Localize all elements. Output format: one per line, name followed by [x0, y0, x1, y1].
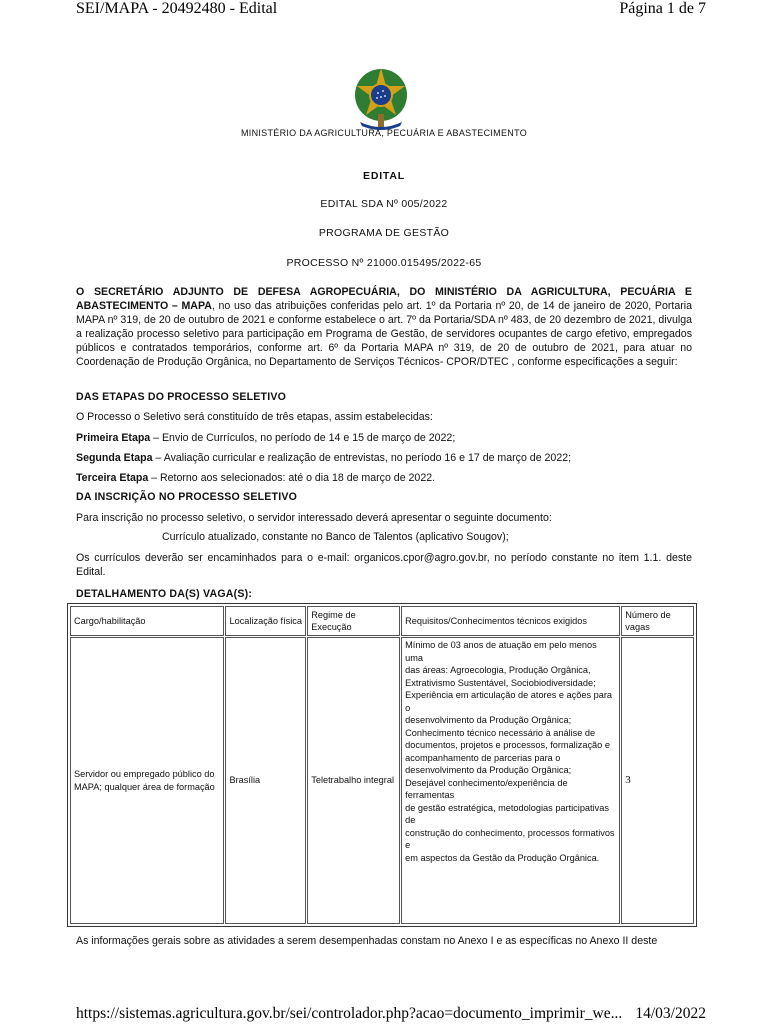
requirement-line: construção do conhecimento, processos formativos e — [405, 827, 615, 850]
requirement-line: das áreas: Agroecologia, Produção Orgânica, Extrativismo Sustentável, Sociobiodiversidade; — [405, 665, 596, 688]
section-heading-stages: DAS ETAPAS DO PROCESSO SELETIVO — [76, 391, 287, 403]
requirement-line: em aspectos da Gestão da Produção Orgânica. — [405, 852, 600, 863]
requirement-line: Experiência em articulação de atores e ações para o — [405, 690, 612, 713]
email-paragraph: Os currículos deverão ser encaminhados para o e-mail: organicos.cpor@agro.gov.br, no período constante no item 1.1. deste Edital. — [76, 552, 692, 578]
requirement-line: desenvolvimento da Produção Orgânica; — [405, 715, 572, 725]
table-header-row — [70, 606, 694, 636]
intro-paragraph — [76, 285, 692, 369]
print-footer-date: 14/03/2022 — [635, 1005, 706, 1022]
stage-2-text: – Avaliação curricular e realização de entrevistas, no período 16 e 17 de março de 2022; — [152, 452, 572, 464]
cell-regime: Teletrabalho integral — [307, 637, 400, 924]
header-requirements: Requisitos/Conhecimentos técnicos exigidos — [401, 606, 620, 636]
requirement-line: desenvolvimento da Produção Orgânica; — [405, 765, 572, 775]
requirement-line: Mínimo de 03 anos de atuação em pelo menos uma — [405, 640, 597, 663]
header-cargo: Cargo/habilitação — [70, 606, 224, 636]
intro-text: , no uso das atribuições conferidas pelo art. 1º da Portaria nº 20, de 14 de janeiro de 2020, Portaria MAPA nº 319, de 20 de outubro de 2021 e conforme estabelece o art. 7º da Portaria/SDA nº 483, de 20 dezembro de 2021, divulga a realização processo seletivo para participação em Programa de Gestão, de servidores ocupantes de cargo efetivo, empregados públicos e contratados temporários, conforme art. 6º da Portaria MAPA nº 319, de 20 de outubro de 2021, para atuar no Coordenação de Produção Orgânica, no Departamento de Serviços Técnicos- CPOR/DTEC , conforme especificações a seguir: — [76, 300, 692, 368]
cell-local: Brasília — [225, 637, 306, 924]
header-regime: Regime de Execução — [307, 606, 400, 636]
stage-1 — [76, 431, 692, 445]
stage-3-label: Terceira Etapa — [76, 472, 149, 484]
table-row — [70, 637, 694, 924]
document-heading: EDITAL — [363, 170, 405, 182]
process-number: PROCESSO Nº 21000.015495/2022-65 — [286, 257, 482, 269]
edital-number: EDITAL SDA Nº 005/2022 — [320, 198, 448, 210]
vacancies-table — [69, 605, 695, 925]
requirement-line: documentos, projetos e processos, formalização e — [405, 740, 610, 750]
stage-3 — [76, 471, 692, 485]
coat-of-arms-icon — [350, 66, 412, 132]
ministry-name: MINISTÉRIO DA AGRICULTURA, PECUÁRIA E ABASTECIMENTO — [240, 128, 528, 138]
requirement-line: Desejável conhecimento/experiência de ferramentas — [405, 777, 568, 800]
stage-1-text: – Envio de Currículos, no período de 14 e 15 de março de 2022; — [150, 432, 456, 444]
cell-requirements — [401, 637, 620, 924]
inscription-text: Para inscrição no processo seletivo, o servidor interessado deverá apresentar o seguinte documento: — [76, 512, 552, 524]
vacancies-table-frame — [67, 603, 697, 927]
stage-2 — [76, 451, 692, 465]
header-local: Localização física — [225, 606, 306, 636]
header-vacancies: Número de vagas — [621, 606, 694, 636]
requirement-line: Conhecimento técnico necessário à análise de — [405, 727, 596, 738]
stage-3-text: – Retorno aos selecionados: até o dia 18 de março de 2022. — [148, 472, 436, 484]
program-title: PROGRAMA DE GESTÃO — [318, 227, 450, 239]
stage-1-label: Primeira Etapa — [76, 432, 151, 444]
requirement-line: de gestão estratégica, metodologias participativas de — [405, 802, 609, 825]
section-heading-vacancies: DETALHAMENTO DA(S) VAGA(S): — [76, 588, 253, 600]
stages-intro: O Processo o Seletivo será constituído de três etapas, assim estabelecidas: — [76, 411, 433, 423]
print-footer-url: https://sistemas.agricultura.gov.br/sei/controlador.php?acao=documento_imprimir_we... — [76, 1005, 623, 1022]
cell-vacancies: 3 — [621, 637, 694, 924]
requirement-line: acompanhamento de parcerias para o — [405, 752, 561, 763]
intro-authority: O SECRETÁRIO ADJUNTO DE DEFESA AGROPECUÁRIA, DO MINISTÉRIO DA AGRICULTURA, PECUÁRIA E ABASTECIMENTO – MAPA — [76, 286, 692, 312]
stage-2-label: Segunda Etapa — [76, 452, 153, 464]
section-heading-inscription: DA INSCRIÇÃO NO PROCESSO SELETIVO — [76, 491, 298, 503]
closing-paragraph: As informações gerais sobre as atividades a serem desempenhadas constam no Anexo I e as específicas no Anexo II deste — [76, 935, 658, 947]
print-header-title: SEI/MAPA - 20492480 - Edital — [76, 0, 278, 17]
print-header-page: Página 1 de 7 — [619, 0, 706, 17]
cell-cargo: Servidor ou empregado público do MAPA; qualquer área de formação — [70, 637, 224, 924]
inscription-item: Currículo atualizado, constante no Banco de Talentos (aplicativo Sougov); — [162, 531, 509, 543]
